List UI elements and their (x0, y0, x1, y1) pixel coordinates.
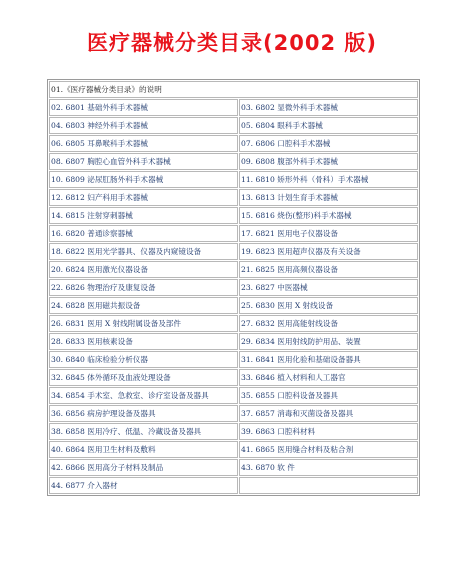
catalog-item-link[interactable]: 38. 6858 医用冷疗、低温、冷藏设备及器具 (49, 423, 238, 440)
catalog-item-link[interactable]: 06. 6805 耳鼻喉科手术器械 (49, 135, 238, 152)
table-row (49, 459, 418, 476)
table-row (49, 423, 418, 440)
catalog-item-link[interactable]: 23. 6827 中医器械 (239, 279, 418, 296)
catalog-table-body (49, 81, 418, 494)
table-row (49, 117, 418, 134)
catalog-item-link[interactable]: 43. 6870 软 件 (239, 459, 418, 476)
catalog-item-link[interactable]: 15. 6816 烧伤(整形)科手术器械 (239, 207, 418, 224)
table-row (49, 243, 418, 260)
catalog-item-link[interactable]: 07. 6806 口腔科手术器械 (239, 135, 418, 152)
table-row (49, 351, 418, 368)
catalog-item-link[interactable]: 44. 6877 介入器材 (49, 477, 238, 494)
empty-cell (239, 477, 418, 494)
catalog-item-link[interactable]: 09. 6808 腹部外科手术器械 (239, 153, 418, 170)
catalog-item-link[interactable]: 35. 6855 口腔科设备及器具 (239, 387, 418, 404)
catalog-item-link[interactable]: 28. 6833 医用核素设备 (49, 333, 238, 350)
catalog-item-link[interactable]: 17. 6821 医用电子仪器设备 (239, 225, 418, 242)
catalog-item-link[interactable]: 13. 6813 计划生育手术器械 (239, 189, 418, 206)
catalog-item-link[interactable]: 36. 6856 病房护理设备及器具 (49, 405, 238, 422)
catalog-item-link[interactable]: 27. 6832 医用高能射线设备 (239, 315, 418, 332)
table-row (49, 189, 418, 206)
catalog-item-link[interactable]: 20. 6824 医用激光仪器设备 (49, 261, 238, 278)
page-title: 医疗器械分类目录(2002 版) (87, 31, 377, 55)
table-row (49, 171, 418, 188)
table-row (49, 369, 418, 386)
catalog-item-link[interactable]: 25. 6830 医用 X 射线设备 (239, 297, 418, 314)
table-row-intro (49, 81, 418, 98)
catalog-item-link[interactable]: 16. 6820 普通诊察器械 (49, 225, 238, 242)
catalog-item-link[interactable]: 10. 6809 泌尿肛肠外科手术器械 (49, 171, 238, 188)
catalog-intro-link[interactable]: 01.《医疗器械分类目录》的说明 (49, 81, 418, 98)
catalog-item-link[interactable]: 12. 6812 妇产科用手术器械 (49, 189, 238, 206)
catalog-item-link[interactable]: 14. 6815 注射穿刺器械 (49, 207, 238, 224)
catalog-item-link[interactable]: 05. 6804 眼科手术器械 (239, 117, 418, 134)
catalog-item-link[interactable]: 31. 6841 医用化验和基础设备器具 (239, 351, 418, 368)
table-row (49, 315, 418, 332)
table-row (49, 387, 418, 404)
catalog-table (47, 79, 420, 496)
table-row (49, 99, 418, 116)
catalog-item-link[interactable]: 02. 6801 基础外科手术器械 (49, 99, 238, 116)
catalog-item-link[interactable]: 18. 6822 医用光学器具、仪器及内窥镜设备 (49, 243, 238, 260)
table-row (49, 405, 418, 422)
catalog-item-link[interactable]: 33. 6846 植入材料和人工器官 (239, 369, 418, 386)
table-row (49, 297, 418, 314)
table-row (49, 135, 418, 152)
catalog-item-link[interactable]: 21. 6825 医用高频仪器设备 (239, 261, 418, 278)
table-row (49, 225, 418, 242)
catalog-item-link[interactable]: 11. 6810 矫形外科（骨科）手术器械 (239, 171, 418, 188)
catalog-item-link[interactable]: 32. 6845 体外循环及血液处理设备 (49, 369, 238, 386)
table-row (49, 333, 418, 350)
table-row (49, 153, 418, 170)
table-row (49, 441, 418, 458)
table-row (49, 279, 418, 296)
table-row (49, 261, 418, 278)
catalog-item-link[interactable]: 37. 6857 消毒和灭菌设备及器具 (239, 405, 418, 422)
catalog-item-link[interactable]: 08. 6807 胸腔心血管外科手术器械 (49, 153, 238, 170)
catalog-item-link[interactable]: 26. 6831 医用 X 射线附属设备及部件 (49, 315, 238, 332)
catalog-item-link[interactable]: 34. 6854 手术室、急救室、诊疗室设备及器具 (49, 387, 238, 404)
catalog-item-link[interactable]: 19. 6823 医用超声仪器及有关设备 (239, 243, 418, 260)
catalog-item-link[interactable]: 04. 6803 神经外科手术器械 (49, 117, 238, 134)
table-row (49, 477, 418, 494)
catalog-item-link[interactable]: 29. 6834 医用射线防护用品、装置 (239, 333, 418, 350)
catalog-item-link[interactable]: 39. 6863 口腔科材料 (239, 423, 418, 440)
catalog-item-link[interactable]: 42. 6866 医用高分子材料及制品 (49, 459, 238, 476)
catalog-item-link[interactable]: 22. 6826 物理治疗及康复设备 (49, 279, 238, 296)
catalog-item-link[interactable]: 24. 6828 医用磁共振设备 (49, 297, 238, 314)
catalog-item-link[interactable]: 40. 6864 医用卫生材料及敷料 (49, 441, 238, 458)
catalog-item-link[interactable]: 03. 6802 显微外科手术器械 (239, 99, 418, 116)
catalog-item-link[interactable]: 30. 6840 临床检验分析仪器 (49, 351, 238, 368)
catalog-item-link[interactable]: 41. 6865 医用缝合材料及粘合剂 (239, 441, 418, 458)
table-row (49, 207, 418, 224)
